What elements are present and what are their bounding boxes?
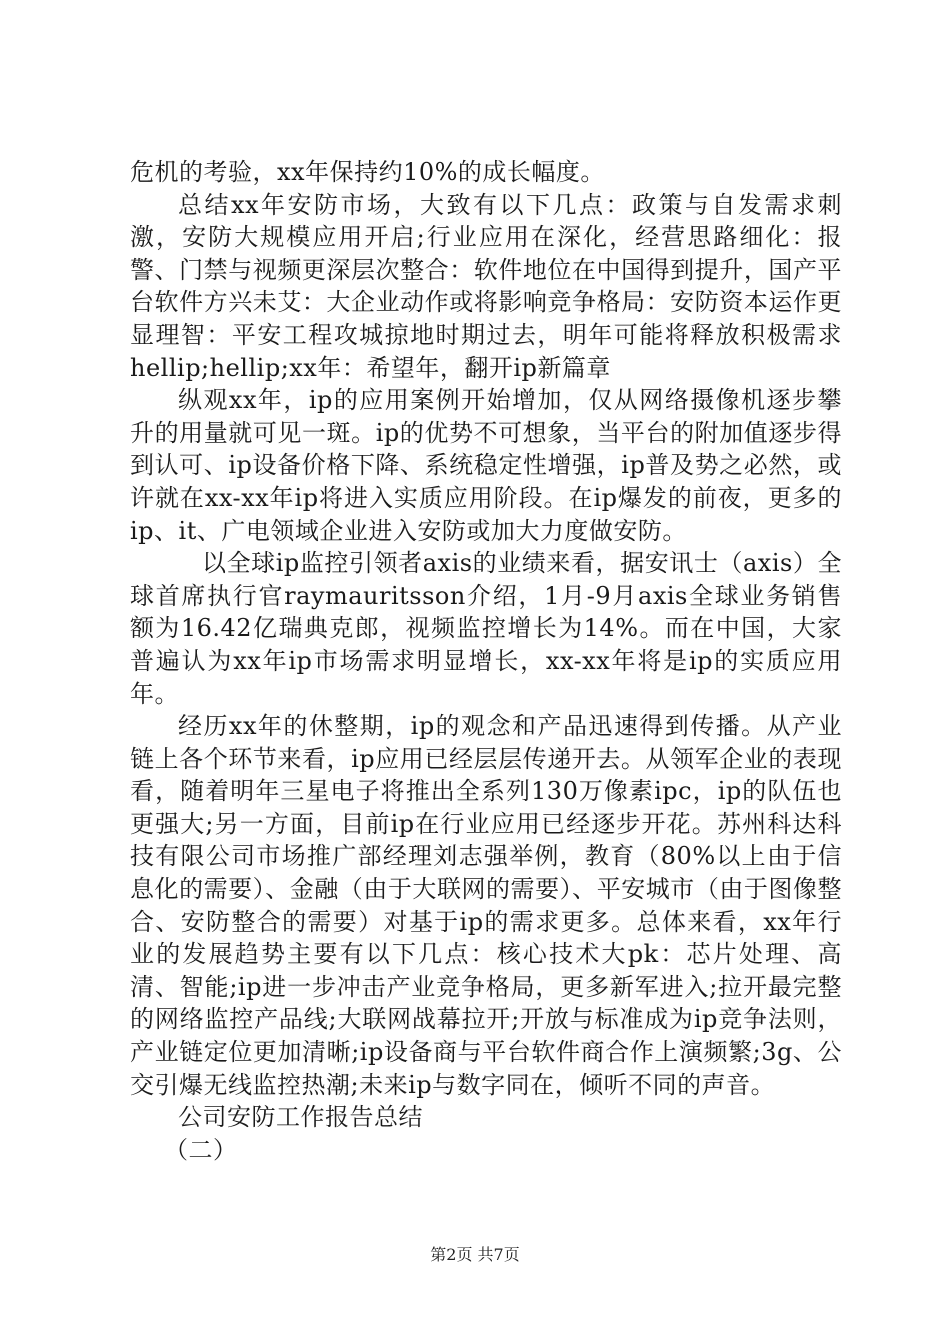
section-subtitle: （二） [164, 1135, 238, 1164]
document-body [130, 156, 842, 1166]
paragraph-1: 危机的考验，xx年保持约10%的成长幅度。 [130, 158, 605, 186]
paragraph-5: 经历xx年的休整期，ip的观念和产品迅速得到传播。从产业链上各个环节来看，ip应用已经层层传递开去。从领军企业的表现看，随着明年三星电子将推出全系列130万像素ipc，ip的队伍也更强大;另一方面，目前ip在行业应用已经逐步开花。苏州科达科技有限公司市场推广部经理刘志强举例，教育（80%以上由于信息化的需要）、金融（由于大联网的需要）、平安城市（由于图像整合、安防整合的需要）对基于ip的需求更多。总体来看，xx年行业的发展趋势主要有以下几点：核心技术大pk：芯片处理、高清、智能;ip进一步冲击产业竞争格局，更多新军进入;拉开最完整的网络监控产品线;大联网战幕拉开;开放与标准成为ip竞争法则，产业链定位更加清晰;ip设备商与平台软件商合作上演频繁;3g、公交引爆无线监控热潮;未来ip与数字同在，倾听不同的声音。 [130, 712, 842, 1099]
paragraph-4: 以全球ip监控引领者axis的业绩来看，据安讯士（axis）全球首席执行官raymauritsson介绍，1月-9月axis全球业务销售额为16.42亿瑞典克郎，视频监控增长为14%。而在中国，大家普遍认为xx年ip市场需求明显增长，xx-xx年将是ip的实质应用年。 [130, 549, 842, 708]
page-footer: 第2页 共7页 [430, 1245, 520, 1264]
section-title: 公司安防工作报告总结 [178, 1103, 423, 1132]
paragraph-2: 总结xx年安防市场，大致有以下几点：政策与自发需求刺激，安防大规模应用开启;行业应用在深化，经营思路细化：报警、门禁与视频更深层次整合：软件地位在中国得到提升，国产平台软件方兴未艾：大企业动作或将影响竞争格局：安防资本运作更显理智：平安工程攻城掠地时期过去，明年可能将释放积极需求hellip;hellip;xx年：希望年，翻开ip新篇章 [130, 190, 842, 382]
paragraph-3: 纵观xx年，ip的应用案例开始增加，仅从网络摄像机逐步攀升的用量就可见一斑。ip的优势不可想象，当平台的附加值逐步得到认可、ip设备价格下降、系统稳定性增强，ip普及势之必然，或许就在xx-xx年ip将进入实质应用阶段。在ip爆发的前夜，更多的ip、it、广电领域企业进入安防或加大力度做安防。 [130, 386, 842, 545]
